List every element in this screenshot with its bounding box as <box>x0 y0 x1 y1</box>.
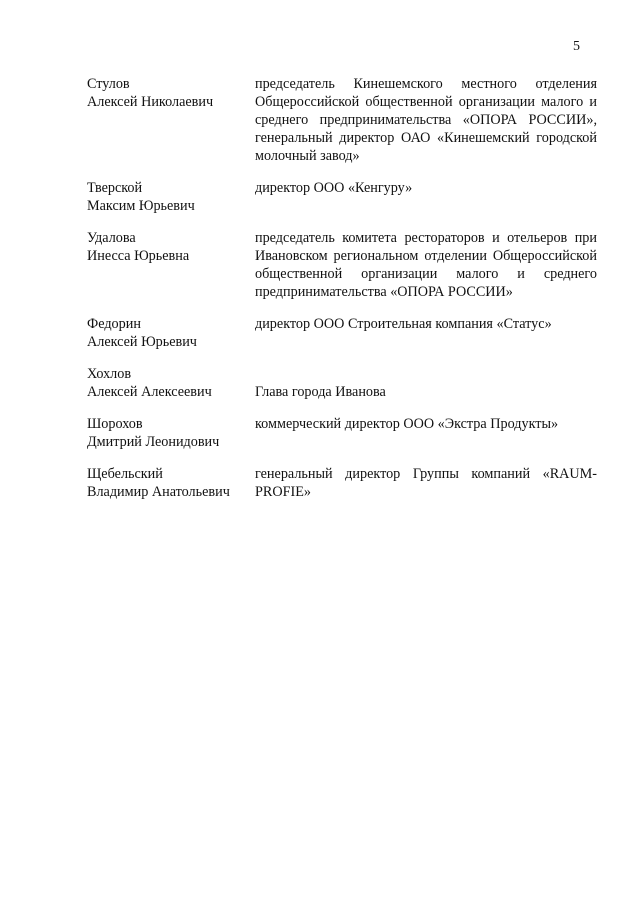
member-surname: Федорин <box>87 316 141 332</box>
member-role: Глава города Иванова <box>255 384 386 400</box>
member-given-names: Дмитрий Леонидович <box>87 434 220 450</box>
roster-entry <box>87 465 597 501</box>
member-role: директор ООО Строительная компания «Статус» <box>255 316 552 332</box>
member-role: директор ООО «Кенгуру» <box>255 180 413 196</box>
member-given-names: Владимир Анатольевич <box>87 484 230 500</box>
member-role: генеральный директор Группы компаний «RAUM-PROFIE» <box>255 466 597 500</box>
member-surname: Щебельский <box>87 466 163 482</box>
roster-entry <box>87 415 597 451</box>
member-name <box>87 315 255 351</box>
page-number: 5 <box>573 39 580 54</box>
member-surname: Шорохов <box>87 416 143 432</box>
roster-entry <box>87 75 597 165</box>
member-name <box>87 365 255 401</box>
member-name <box>87 179 255 215</box>
member-given-names: Максим Юрьевич <box>87 198 195 214</box>
member-surname: Удалова <box>87 230 136 246</box>
member-surname: Хохлов <box>87 366 132 382</box>
member-role: председатель Кинешемского местного отделения Общероссийской общественной организации малого и среднего предпринимательства «ОПОРА РОССИИ», генеральный директор ОАО «Кинешемский городской молочный завод» <box>255 76 597 164</box>
member-surname: Тверской <box>87 180 143 196</box>
roster-entry <box>87 179 597 215</box>
member-surname: Стулов <box>87 76 130 92</box>
member-name <box>87 75 255 165</box>
member-name <box>87 229 255 301</box>
roster-entry <box>87 229 597 301</box>
member-name <box>87 415 255 451</box>
member-given-names: Алексей Алексеевич <box>87 384 212 400</box>
member-given-names: Алексей Николаевич <box>87 94 214 110</box>
member-given-names: Алексей Юрьевич <box>87 334 197 350</box>
member-roster <box>87 75 597 515</box>
member-name <box>87 465 255 501</box>
roster-entry <box>87 365 597 401</box>
member-role: коммерческий директор ООО «Экстра Продукты» <box>255 416 559 432</box>
member-given-names: Инесса Юрьевна <box>87 248 190 264</box>
member-role: председатель комитета рестораторов и отельеров при Ивановском региональном отделении Общероссийской общественной организации малого и среднего предпринимательства «ОПОРА РОССИИ» <box>255 230 597 300</box>
roster-entry <box>87 315 597 351</box>
